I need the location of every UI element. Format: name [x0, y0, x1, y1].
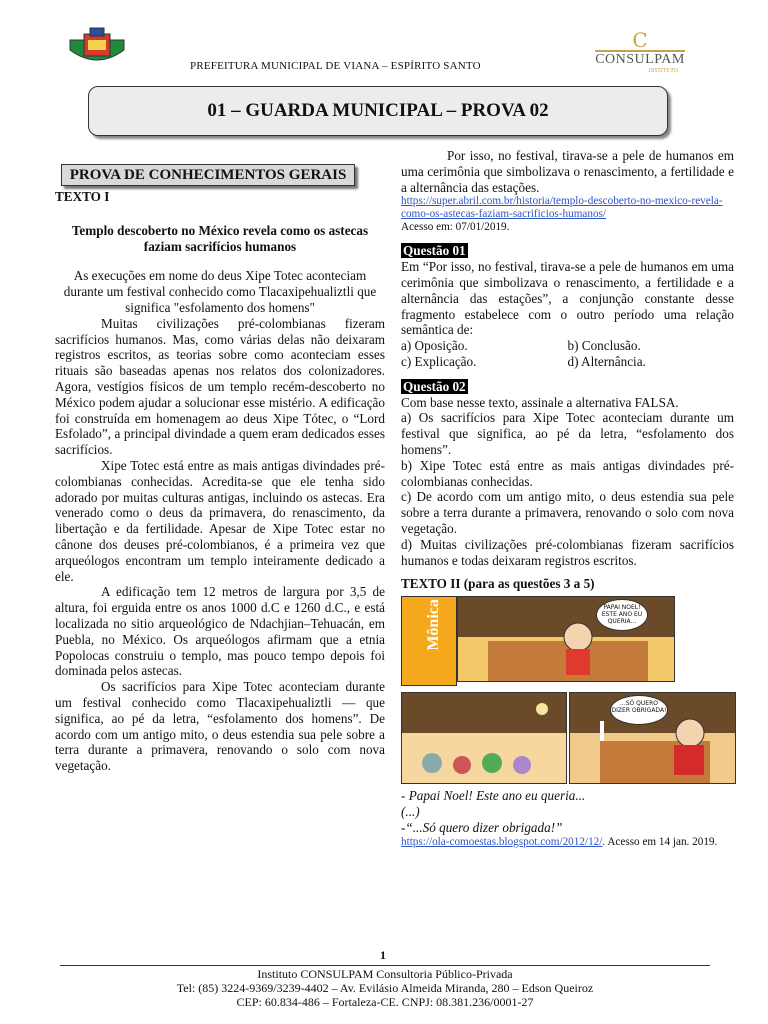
source-link-2[interactable]: https://ola-comoestas.blogspot.com/2012/12/: [401, 835, 603, 848]
comic-caption-3: -“...Só quero dizer obrigada!”: [401, 819, 563, 835]
question-02-option-d: d) Muitas civilizações pré-colombianas fizeram sacrifícios humanos e todas deixaram registros escritos.: [401, 536, 734, 568]
question-01-options: [401, 338, 734, 370]
question-02-label: Questão 02: [403, 378, 466, 394]
article-paragraph-5: Por isso, no festival, tirava-se a pele de humanos em uma cerimônia que simbolizava o renascimento, a fertilidade e a alternância das estações.: [401, 148, 734, 195]
speech-bubble-1: PAPAI NOEL! ESTE ANO EU QUERIA...: [596, 599, 648, 631]
question-02-option-c: c) De acordo com um antigo mito, o deus estendia sua pele sobre a terra durante a primavera, renovando o solo com nova vegetação.: [401, 489, 734, 536]
article-paragraph-3: A edificação tem 12 metros de largura por 3,5 de altura, foi erguida entre os anos 1000 d.C e 1260 d.C., e está localizada no sitio arqueológico de Ndachjian–Tehuacán, em Puebla, no México. Os arqueólogos afirmam que a etnia Popolocas construiu o templo, mas pouco tempo depois foi dominada pelos astecas.: [55, 584, 385, 679]
question-02-option-b: b) Xipe Totec está entre as mais antigas divindades pré-colombianas conhecidas.: [401, 457, 734, 489]
comic-caption-2: (...): [401, 803, 420, 819]
consulpam-logo-mark: C: [632, 28, 648, 52]
comic-caption-1: - Papai Noel! Este ano eu queria...: [401, 788, 586, 804]
question-01-text: Em “Por isso, no festival, tirava-se a pele de humanos em uma cerimônia que simbolizava o renascimento, a fertilidade e a alternância das estações”, a conjunção constante desse fragmento estabelece com o outro período uma relação semântica de:: [401, 259, 734, 338]
question-02-option-a: a) Os sacrifícios para Xipe Totec aconteciam durante um festival que significa, ao pé da letra, “esfolamento dos homens”.: [401, 410, 734, 457]
consulpam-logo: [584, 30, 696, 74]
comic-brand-panel: [401, 596, 457, 686]
municipality-header: PREFEITURA MUNICIPAL DE VIANA – ESPÍRITO SANTO: [190, 60, 481, 72]
footer-line-1: Instituto CONSULPAM Consultoria Público-Privada: [257, 967, 513, 981]
municipal-crest-logo: [66, 26, 128, 66]
question-01-option-d: d) Alternância.: [567, 353, 646, 369]
texto-i-label: TEXTO I: [55, 189, 110, 204]
exam-title: 01 – GUARDA MUNICIPAL – PROVA 02: [88, 86, 668, 136]
footer-divider: [60, 965, 710, 966]
right-column: [401, 148, 734, 849]
access-date-2: . Acesso em 14 jan. 2019.: [602, 835, 718, 848]
question-01-label: Questão 01: [403, 243, 466, 259]
consulpam-logo-sub: INSTITUTO: [648, 68, 678, 74]
page-number: 1: [380, 948, 386, 962]
left-column: [55, 164, 385, 774]
question-01-option-c: c) Explicação.: [401, 353, 477, 369]
speech-bubble-2: ...SÓ QUERO DIZER OBRIGADA!: [610, 695, 668, 725]
article-lead: As execuções em nome do deus Xipe Totec aconteciam durante um festival conhecido como Tlacaxipehualiztli que significa "esfolamento dos homens": [63, 268, 377, 315]
article-paragraph-1: Muitas civilizações pré-colombianas fizeram sacrifícios humanos. Mas, como várias delas não deixaram registros escritos, as teorias sobre como aconteciam esses rituais são baseadas apenas nos relatos dos colonizadores. Agora, vestígios físicos de um templo recém-descoberto no México podem ajudar a solucionar esse mistério. A edificação foi construída em homenagem ao deus Xipe Tótec, o “Lord Esfolado”, a principal divindade a quem eram dedicados esses sacrifícios.: [55, 315, 385, 458]
consulpam-logo-name: CONSULPAM: [595, 52, 685, 67]
comic-brand-text: Mônica: [424, 599, 442, 651]
texto-ii-label: TEXTO II (para as questões 3 a 5): [401, 576, 595, 592]
article-title: Templo descoberto no México revela como os astecas faziam sacrifícios humanos: [71, 222, 369, 254]
comic-strip: [401, 596, 734, 786]
question-01-option-b: b) Conclusão.: [567, 338, 641, 354]
section-title: PROVA DE CONHECIMENTOS GERAIS: [61, 164, 355, 186]
comic-panel-1: [457, 596, 675, 682]
comic-panel-2: [401, 692, 567, 784]
comic-panel-3: [569, 692, 736, 784]
question-01-option-a: a) Oposição.: [401, 338, 468, 354]
footer-line-3: CEP: 60.834-486 – Fortaleza-CE. CNPJ: 08.381.236/0001-27: [236, 995, 534, 1009]
article-paragraph-4: Os sacrifícios para Xipe Totec aconteciam durante um festival conhecido como Tlacaxipehualiztli — que significa, ao pé da letra, “esfolamento dos homens”. De acordo com um antigo mito, o deus estendia sua pele sobre a terra durante a primavera, renovando o solo com nova vegetação.: [55, 679, 385, 774]
footer-line-2: Tel: (85) 3224-9369/3239-4402 – Av. Evilásio Almeida Miranda, 280 – Edson Queiroz: [176, 981, 594, 995]
article-paragraph-2: Xipe Totec está entre as mais antigas divindades pré-colombianas conhecidas. Acredita-se que ele tenha sido adorado por muitas culturas antigas, incluindo os astecas. Era venerado como o deus da primavera, do renascimento, da libertação e da fertilidade. Apesar de Xipe Totec estar no cânone dos deuses pré-colombianos, é a primeira vez que arqueólogos encontram um templo inteiramente dedicado a ele.: [55, 457, 385, 584]
access-date-1: Acesso em: 07/01/2019.: [401, 221, 510, 234]
comic-panel-2-art: [402, 693, 566, 783]
footer-info: [60, 967, 710, 1009]
question-02-text: Com base nesse texto, assinale a alternativa FALSA.: [401, 394, 679, 410]
source-link-1[interactable]: https://super.abril.com.br/historia/templo-descoberto-no-mexico-revela-como-os-astecas-faziam-sacrificios-humanos/: [401, 195, 723, 221]
